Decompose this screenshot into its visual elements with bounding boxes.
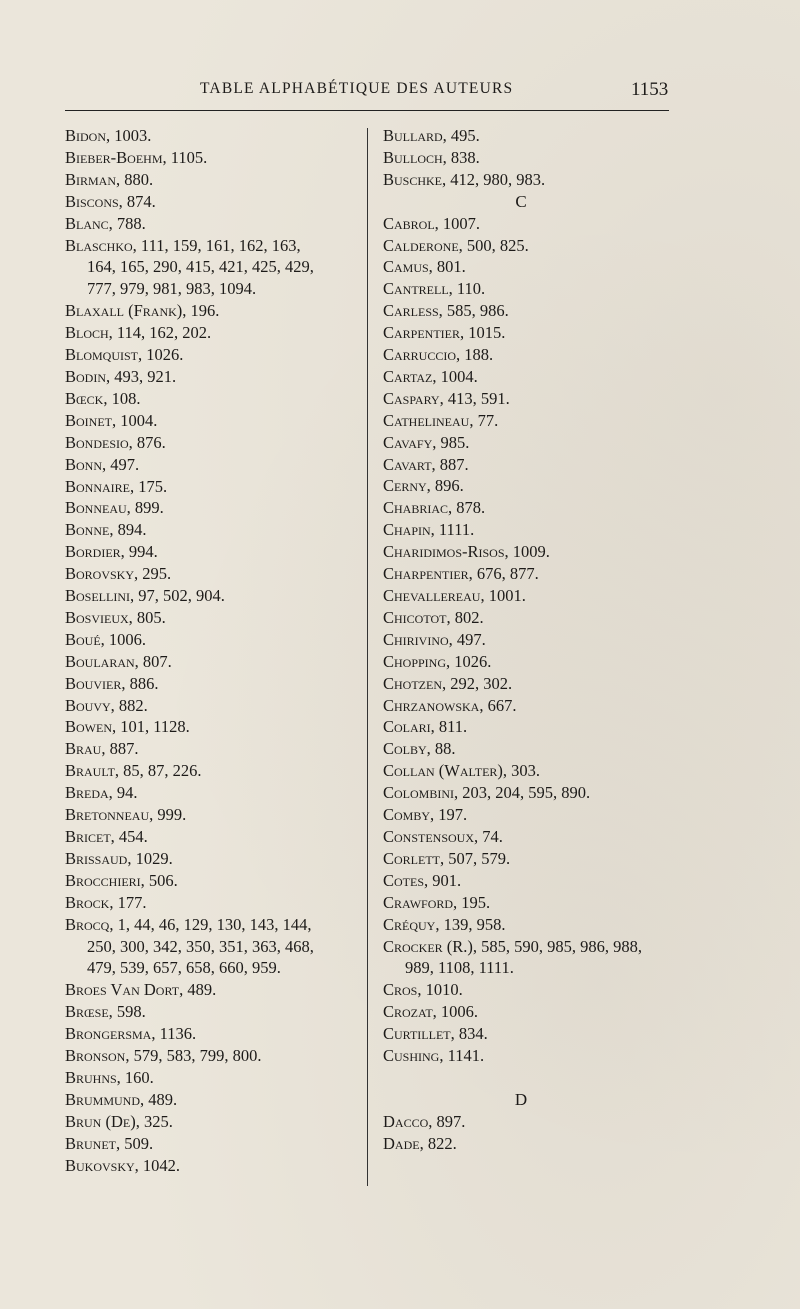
index-entry: Chabriac, 878. [383, 498, 486, 518]
index-entry-continuation: 989, 1108, 1111. [405, 958, 514, 978]
index-entry: Chotzen, 292, 302. [383, 673, 513, 693]
section-letter-d: D [514, 1089, 528, 1109]
index-entry: Cathelineau, 77. [383, 410, 499, 430]
index-entry: Bonneau, 899. [65, 498, 164, 518]
index-entry: Cavafy, 985. [383, 432, 470, 452]
index-entry: Collan (Walter), 303. [383, 761, 541, 781]
index-entry: Dacco, 897. [383, 1111, 466, 1131]
index-entry: Brissaud, 1029. [65, 848, 173, 868]
index-entry: Brock, 177. [65, 892, 147, 912]
index-entry: Blomquist, 1026. [65, 345, 184, 365]
index-entry: Charpentier, 676, 877. [383, 564, 539, 584]
index-entry: Chapin, 1111. [383, 520, 475, 540]
index-entry: Carruccio, 188. [383, 345, 494, 365]
index-entry: Brummund, 489. [65, 1089, 178, 1109]
index-entry: Bricet, 454. [65, 827, 148, 846]
index-entry: Cabrol, 1007. [383, 213, 481, 233]
index-entry: Bieber-Boehm, 1105. [65, 147, 208, 167]
index-entry: Blanc, 788. [65, 213, 146, 233]
index-entry: Bosvieux, 805. [65, 607, 166, 627]
index-entry: Bretonneau, 999. [65, 805, 187, 825]
header-rule [65, 110, 669, 111]
index-entry: Chevallereau, 1001. [383, 586, 526, 606]
index-entry: Cartaz, 1004. [383, 366, 478, 386]
index-entry: Cerny, 896. [383, 476, 464, 496]
index-entry: Breda, 94. [65, 783, 138, 803]
index-entry: Cantrell, 110. [383, 279, 486, 299]
index-entry-continuation: 777, 979, 981, 983, 1094. [87, 279, 257, 299]
index-entry: Camus, 801. [383, 257, 466, 277]
index-entry: Bouvy, 882. [65, 695, 148, 715]
index-entry: Constensoux, 74. [383, 826, 503, 846]
index-entry: Broes Van Dort, 489. [65, 980, 217, 1000]
index-entry: Chicotot, 802. [383, 607, 484, 627]
page-number: 1153 [631, 79, 669, 100]
index-entry: Bonn, 497. [65, 454, 140, 474]
index-entry: Crozat, 1006. [383, 1002, 479, 1022]
index-entry: Bidon, 1003. [65, 126, 152, 145]
index-entry: Dade, 822. [383, 1133, 457, 1153]
index-entry: Brœse, 598. [65, 1002, 146, 1022]
running-header-title: TABLE ALPHABÉTIQUE DES AUTEURS [200, 80, 514, 97]
index-entry: Crawford, 195. [383, 892, 491, 912]
index-entry: Caspary, 413, 591. [383, 388, 510, 408]
column-divider [367, 128, 368, 1186]
index-entry: Birman, 880. [65, 169, 154, 189]
index-entry: Chirivino, 497. [383, 629, 486, 649]
section-letter-c: C [515, 191, 527, 211]
index-entry: Buschke, 412, 980, 983. [383, 169, 546, 189]
index-entry: Bruhns, 160. [65, 1067, 154, 1087]
index-entry: Blaxall (Frank), 196. [65, 301, 220, 321]
index-entry: Cros, 1010. [383, 980, 463, 1000]
index-entry: Bloch, 114, 162, 202. [65, 323, 212, 343]
index-entry: Brau, 887. [65, 739, 139, 759]
index-entry: Colari, 811. [383, 717, 468, 737]
index-entry-continuation: 479, 539, 657, 658, 660, 959. [87, 958, 281, 978]
index-entry: Carpentier, 1015. [383, 323, 506, 343]
index-entry: Bouvier, 886. [65, 673, 159, 693]
index-entry: Bronson, 579, 583, 799, 800. [65, 1046, 262, 1066]
index-entry: Bondesio, 876. [65, 432, 166, 452]
index-entry: Carless, 585, 986. [383, 301, 509, 321]
index-entry: Bulloch, 838. [383, 147, 480, 167]
index-entry: Colby, 88. [383, 739, 456, 759]
index-entry: Boué, 1006. [65, 629, 147, 649]
index-entry: Brun (De), 325. [65, 1111, 173, 1131]
index-entry: Chopping, 1026. [383, 651, 492, 671]
index-entry: Boinet, 1004. [65, 410, 158, 430]
index-entry: Créquy, 139, 958. [383, 914, 506, 934]
index-entry: Biscons, 874. [65, 191, 156, 211]
index-entry: Chrzanowska, 667. [383, 695, 517, 715]
left-column [65, 125, 363, 1177]
index-entry: Crocker (R.), 585, 590, 985, 986, 988, [383, 936, 643, 956]
right-column [383, 125, 683, 1155]
index-entry: Comby, 197. [383, 805, 468, 825]
index-entry: Bullard, 495. [383, 126, 480, 145]
index-entry: Calderone, 500, 825. [383, 235, 529, 255]
index-entry: Cotes, 901. [383, 870, 462, 890]
index-entry: Bordier, 994. [65, 542, 158, 562]
index-entry: Bukovsky, 1042. [65, 1155, 181, 1175]
index-entry: Bosellini, 97, 502, 904. [65, 586, 225, 606]
index-entry: Corlett, 507, 579. [383, 848, 511, 868]
index-entry: Bodin, 493, 921. [65, 366, 177, 386]
index-entry: Brunet, 509. [65, 1133, 154, 1153]
index-entry: Blaschko, 111, 159, 161, 162, 163, [65, 235, 301, 255]
index-entry: Cushing, 1141. [383, 1046, 485, 1066]
index-entry: Bowen, 101, 1128. [65, 717, 190, 737]
index-entry: Brocq, 1, 44, 46, 129, 130, 143, 144, [65, 914, 312, 934]
index-entry: Curtillet, 834. [383, 1024, 488, 1044]
index-entry: Charidimos-Risos, 1009. [383, 542, 550, 562]
index-entry: Brocchieri, 506. [65, 870, 178, 890]
index-entry: Bonnaire, 175. [65, 476, 168, 496]
index-entry: Cavart, 887. [383, 454, 469, 474]
index-entry: Brault, 85, 87, 226. [65, 761, 202, 781]
index-entry: Boularan, 807. [65, 651, 172, 671]
index-entry: Colombini, 203, 204, 595, 890. [383, 783, 591, 803]
index-entry: Bœck, 108. [65, 388, 141, 408]
index-entry-continuation: 250, 300, 342, 350, 351, 363, 468, [87, 936, 314, 956]
index-entry: Brongersma, 1136. [65, 1024, 197, 1044]
index-entry: Borovsky, 295. [65, 564, 172, 584]
index-entry: Bonne, 894. [65, 520, 147, 540]
index-entry-continuation: 164, 165, 290, 415, 421, 425, 429, [87, 257, 314, 277]
